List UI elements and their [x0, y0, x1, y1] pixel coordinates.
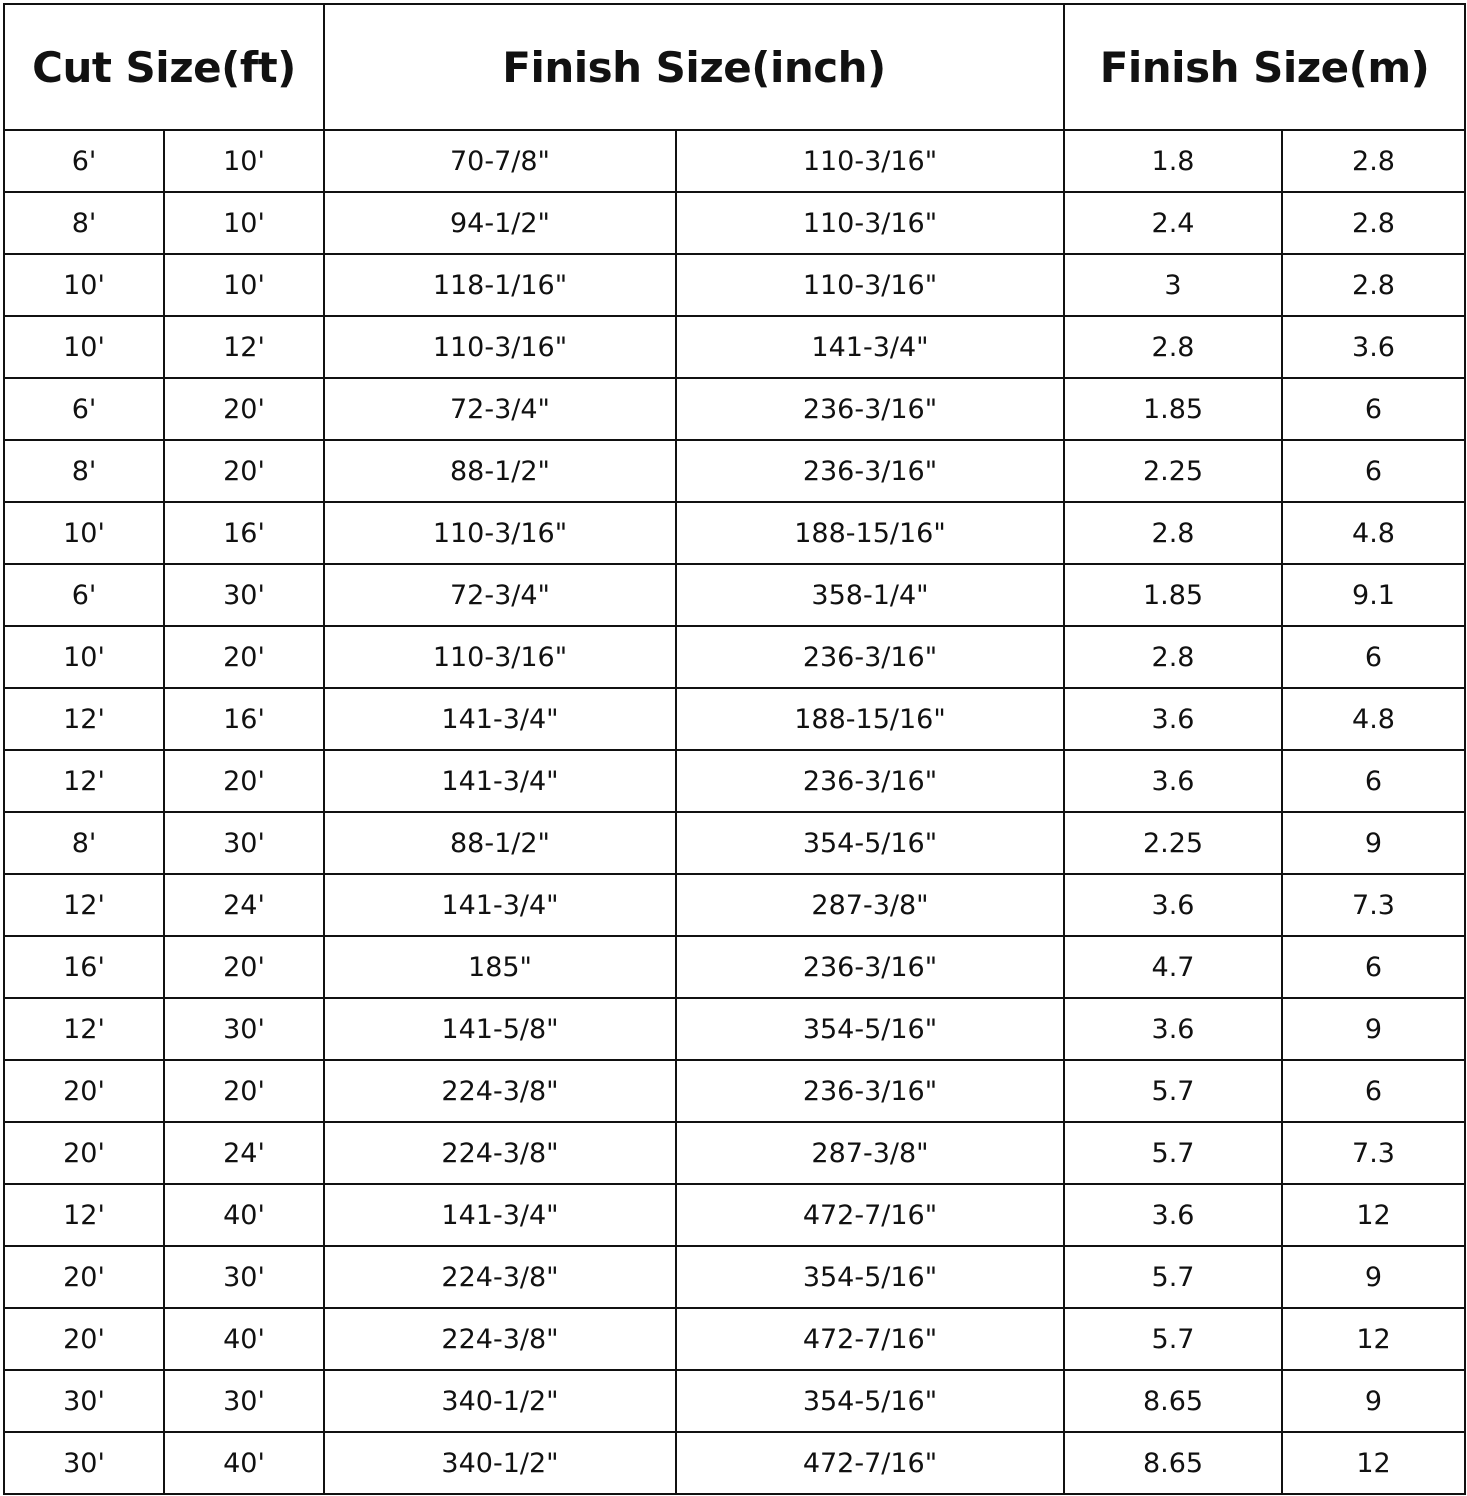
- cut-size-b-cell: 30': [164, 564, 324, 626]
- finish-inch-b-cell: 236-3/16": [676, 440, 1064, 502]
- finish-inch-a-cell: 141-3/4": [324, 750, 676, 812]
- table-row: [4, 254, 1465, 316]
- finish-m-b-cell: 12: [1282, 1432, 1465, 1494]
- cut-size-b-cell: 10': [164, 254, 324, 316]
- finish-inch-b-cell: 236-3/16": [676, 1060, 1064, 1122]
- table-row: [4, 750, 1465, 812]
- table-row: [4, 130, 1465, 192]
- finish-m-b-cell: 12: [1282, 1184, 1465, 1246]
- cut-size-a-cell: 6': [4, 564, 164, 626]
- table-row: [4, 1060, 1465, 1122]
- finish-inch-a-cell: 224-3/8": [324, 1308, 676, 1370]
- header-finish-size-m: Finish Size(m): [1064, 4, 1465, 130]
- header-finish-size-inch: Finish Size(inch): [324, 4, 1064, 130]
- table-row: [4, 1308, 1465, 1370]
- finish-inch-a-cell: 110-3/16": [324, 502, 676, 564]
- finish-inch-a-cell: 110-3/16": [324, 626, 676, 688]
- finish-inch-b-cell: 236-3/16": [676, 750, 1064, 812]
- finish-m-b-cell: 6: [1282, 626, 1465, 688]
- cut-size-a-cell: 30': [4, 1432, 164, 1494]
- finish-inch-b-cell: 358-1/4": [676, 564, 1064, 626]
- finish-inch-a-cell: 224-3/8": [324, 1122, 676, 1184]
- finish-m-a-cell: 1.85: [1064, 564, 1282, 626]
- finish-inch-a-cell: 88-1/2": [324, 812, 676, 874]
- cut-size-b-cell: 40': [164, 1308, 324, 1370]
- table-body: [4, 130, 1465, 1494]
- finish-m-a-cell: 2.25: [1064, 440, 1282, 502]
- finish-m-a-cell: 8.65: [1064, 1432, 1282, 1494]
- finish-m-b-cell: 7.3: [1282, 874, 1465, 936]
- finish-inch-b-cell: 188-15/16": [676, 688, 1064, 750]
- finish-inch-b-cell: 472-7/16": [676, 1184, 1064, 1246]
- cut-size-b-cell: 10': [164, 130, 324, 192]
- cut-size-b-cell: 20': [164, 626, 324, 688]
- finish-m-b-cell: 6: [1282, 1060, 1465, 1122]
- finish-inch-a-cell: 72-3/4": [324, 564, 676, 626]
- finish-inch-a-cell: 141-3/4": [324, 1184, 676, 1246]
- finish-inch-b-cell: 472-7/16": [676, 1308, 1064, 1370]
- finish-m-b-cell: 6: [1282, 750, 1465, 812]
- table-row: [4, 440, 1465, 502]
- finish-m-b-cell: 9: [1282, 812, 1465, 874]
- table-header: [4, 4, 1465, 130]
- finish-m-b-cell: 12: [1282, 1308, 1465, 1370]
- cut-size-a-cell: 10': [4, 254, 164, 316]
- table-row: [4, 316, 1465, 378]
- cut-size-b-cell: 24': [164, 1122, 324, 1184]
- finish-inch-a-cell: 72-3/4": [324, 378, 676, 440]
- finish-inch-b-cell: 110-3/16": [676, 192, 1064, 254]
- finish-inch-a-cell: 185": [324, 936, 676, 998]
- finish-m-a-cell: 3.6: [1064, 750, 1282, 812]
- finish-inch-a-cell: 141-5/8": [324, 998, 676, 1060]
- finish-inch-a-cell: 224-3/8": [324, 1246, 676, 1308]
- finish-m-b-cell: 6: [1282, 440, 1465, 502]
- cut-size-b-cell: 20': [164, 750, 324, 812]
- cut-size-a-cell: 12': [4, 688, 164, 750]
- finish-inch-b-cell: 354-5/16": [676, 1246, 1064, 1308]
- finish-m-b-cell: 2.8: [1282, 192, 1465, 254]
- finish-m-a-cell: 2.8: [1064, 626, 1282, 688]
- finish-inch-b-cell: 110-3/16": [676, 130, 1064, 192]
- cut-size-b-cell: 30': [164, 812, 324, 874]
- table-row: [4, 564, 1465, 626]
- table-row: [4, 1184, 1465, 1246]
- table-row: [4, 1370, 1465, 1432]
- cut-size-b-cell: 40': [164, 1432, 324, 1494]
- cut-size-b-cell: 20': [164, 440, 324, 502]
- finish-inch-b-cell: 110-3/16": [676, 254, 1064, 316]
- cut-size-a-cell: 10': [4, 502, 164, 564]
- finish-inch-b-cell: 354-5/16": [676, 1370, 1064, 1432]
- cut-size-a-cell: 8': [4, 812, 164, 874]
- finish-m-a-cell: 3.6: [1064, 998, 1282, 1060]
- finish-inch-a-cell: 110-3/16": [324, 316, 676, 378]
- finish-inch-a-cell: 88-1/2": [324, 440, 676, 502]
- table-row: [4, 688, 1465, 750]
- cut-size-b-cell: 20': [164, 378, 324, 440]
- finish-inch-a-cell: 141-3/4": [324, 688, 676, 750]
- size-conversion-table: [3, 3, 1466, 1495]
- cut-size-b-cell: 12': [164, 316, 324, 378]
- cut-size-a-cell: 10': [4, 626, 164, 688]
- cut-size-a-cell: 12': [4, 998, 164, 1060]
- cut-size-a-cell: 12': [4, 874, 164, 936]
- finish-inch-a-cell: 224-3/8": [324, 1060, 676, 1122]
- cut-size-b-cell: 20': [164, 936, 324, 998]
- finish-m-a-cell: 5.7: [1064, 1122, 1282, 1184]
- table-row: [4, 192, 1465, 254]
- finish-m-b-cell: 4.8: [1282, 688, 1465, 750]
- finish-inch-b-cell: 287-3/8": [676, 874, 1064, 936]
- cut-size-a-cell: 30': [4, 1370, 164, 1432]
- cut-size-a-cell: 20': [4, 1308, 164, 1370]
- finish-m-b-cell: 6: [1282, 378, 1465, 440]
- finish-inch-b-cell: 236-3/16": [676, 626, 1064, 688]
- finish-m-a-cell: 2.8: [1064, 502, 1282, 564]
- cut-size-a-cell: 6': [4, 130, 164, 192]
- cut-size-a-cell: 8': [4, 192, 164, 254]
- finish-inch-a-cell: 340-1/2": [324, 1370, 676, 1432]
- finish-m-a-cell: 2.4: [1064, 192, 1282, 254]
- finish-m-a-cell: 5.7: [1064, 1308, 1282, 1370]
- finish-inch-b-cell: 236-3/16": [676, 936, 1064, 998]
- table-row: [4, 626, 1465, 688]
- table-row: [4, 1122, 1465, 1184]
- cut-size-a-cell: 12': [4, 750, 164, 812]
- table-row: [4, 936, 1465, 998]
- cut-size-b-cell: 30': [164, 998, 324, 1060]
- finish-m-a-cell: 2.25: [1064, 812, 1282, 874]
- cut-size-a-cell: 16': [4, 936, 164, 998]
- cut-size-a-cell: 6': [4, 378, 164, 440]
- finish-m-b-cell: 2.8: [1282, 254, 1465, 316]
- finish-m-a-cell: 3.6: [1064, 1184, 1282, 1246]
- header-cut-size-ft: Cut Size(ft): [4, 4, 324, 130]
- finish-m-b-cell: 9: [1282, 1370, 1465, 1432]
- finish-inch-b-cell: 354-5/16": [676, 998, 1064, 1060]
- cut-size-b-cell: 16': [164, 688, 324, 750]
- cut-size-a-cell: 20': [4, 1122, 164, 1184]
- finish-m-b-cell: 6: [1282, 936, 1465, 998]
- finish-inch-b-cell: 287-3/8": [676, 1122, 1064, 1184]
- finish-m-b-cell: 2.8: [1282, 130, 1465, 192]
- table-row: [4, 874, 1465, 936]
- finish-inch-a-cell: 70-7/8": [324, 130, 676, 192]
- finish-m-b-cell: 7.3: [1282, 1122, 1465, 1184]
- finish-m-a-cell: 5.7: [1064, 1060, 1282, 1122]
- finish-m-a-cell: 5.7: [1064, 1246, 1282, 1308]
- finish-inch-b-cell: 188-15/16": [676, 502, 1064, 564]
- finish-inch-b-cell: 236-3/16": [676, 378, 1064, 440]
- finish-inch-a-cell: 118-1/16": [324, 254, 676, 316]
- finish-inch-b-cell: 354-5/16": [676, 812, 1064, 874]
- cut-size-b-cell: 40': [164, 1184, 324, 1246]
- finish-m-b-cell: 9: [1282, 998, 1465, 1060]
- finish-m-b-cell: 9: [1282, 1246, 1465, 1308]
- table-row: [4, 378, 1465, 440]
- finish-m-a-cell: 3.6: [1064, 874, 1282, 936]
- header-row: [4, 4, 1465, 130]
- cut-size-a-cell: 20': [4, 1246, 164, 1308]
- finish-inch-a-cell: 340-1/2": [324, 1432, 676, 1494]
- finish-m-a-cell: 1.85: [1064, 378, 1282, 440]
- finish-m-a-cell: 8.65: [1064, 1370, 1282, 1432]
- finish-m-a-cell: 3: [1064, 254, 1282, 316]
- cut-size-a-cell: 20': [4, 1060, 164, 1122]
- finish-m-b-cell: 3.6: [1282, 316, 1465, 378]
- cut-size-b-cell: 10': [164, 192, 324, 254]
- table-row: [4, 1432, 1465, 1494]
- cut-size-b-cell: 30': [164, 1370, 324, 1432]
- cut-size-b-cell: 20': [164, 1060, 324, 1122]
- finish-m-a-cell: 3.6: [1064, 688, 1282, 750]
- cut-size-a-cell: 10': [4, 316, 164, 378]
- finish-m-a-cell: 1.8: [1064, 130, 1282, 192]
- finish-inch-b-cell: 141-3/4": [676, 316, 1064, 378]
- finish-m-b-cell: 9.1: [1282, 564, 1465, 626]
- finish-inch-b-cell: 472-7/16": [676, 1432, 1064, 1494]
- cut-size-b-cell: 24': [164, 874, 324, 936]
- cut-size-a-cell: 12': [4, 1184, 164, 1246]
- finish-m-a-cell: 4.7: [1064, 936, 1282, 998]
- table-row: [4, 812, 1465, 874]
- finish-m-a-cell: 2.8: [1064, 316, 1282, 378]
- finish-inch-a-cell: 141-3/4": [324, 874, 676, 936]
- table-row: [4, 502, 1465, 564]
- finish-m-b-cell: 4.8: [1282, 502, 1465, 564]
- finish-inch-a-cell: 94-1/2": [324, 192, 676, 254]
- cut-size-a-cell: 8': [4, 440, 164, 502]
- cut-size-b-cell: 16': [164, 502, 324, 564]
- table-row: [4, 998, 1465, 1060]
- table-row: [4, 1246, 1465, 1308]
- cut-size-b-cell: 30': [164, 1246, 324, 1308]
